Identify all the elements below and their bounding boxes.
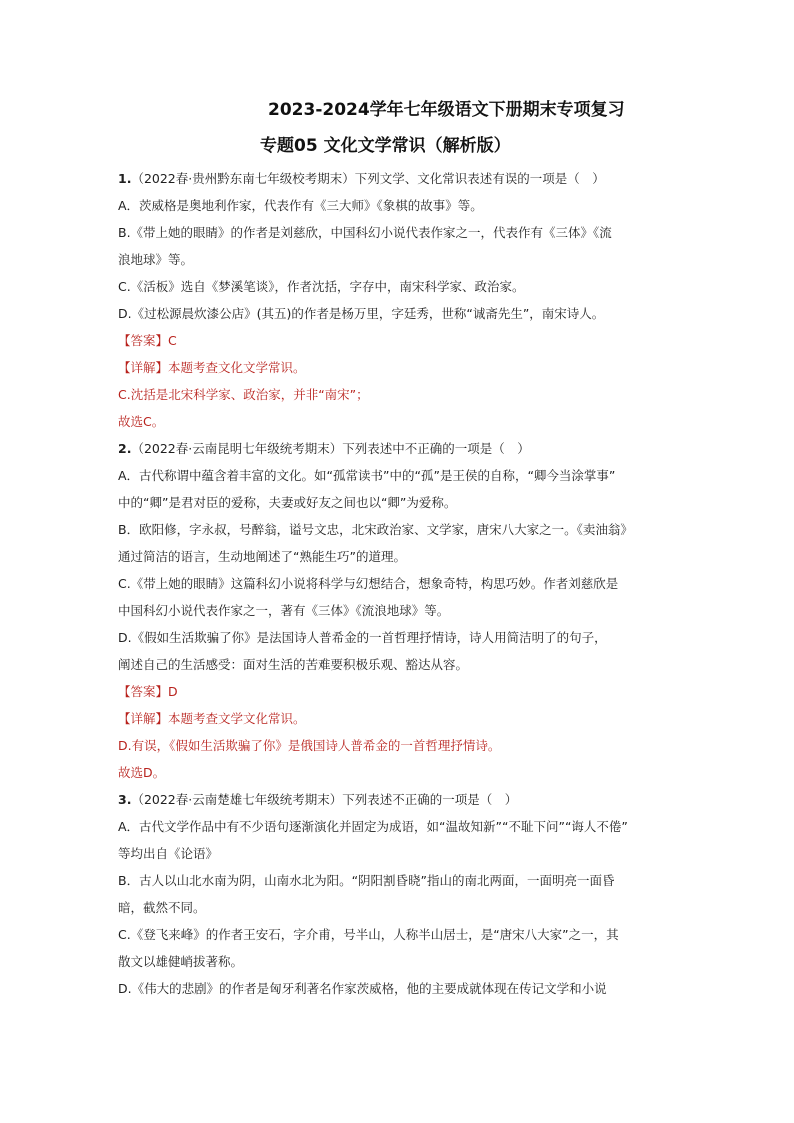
question-3-option-d: D.《伟大的悲剧》的作者是匈牙利著名作家茨威格，他的主要成就体现在传记文学和小说 (118, 981, 607, 996)
question-number: 1. (118, 171, 132, 186)
question-2-option-b: B．欧阳修，字永叔，号醉翁，谥号文忠，北宋政治家、文学家，唐宋八大家之一。《卖油翁》 (118, 522, 633, 537)
question-2-stem (118, 440, 530, 458)
question-text: （2022春·云南昆明七年级统考期末）下列表述中不正确的一项是（ ） (131, 441, 530, 456)
question-1-conclusion: 故选C。 (118, 414, 165, 429)
question-2-detail: 【详解】本题考查文学文化常识。 (118, 711, 306, 726)
question-1-stem (118, 170, 605, 188)
question-3-option-a: A．古代文学作品中有不少语句逐渐演化并固定为成语，如“温故知新”“不耻下问”“诲人不倦” (118, 819, 628, 834)
question-number: 2. (118, 441, 132, 456)
question-2-explanation: D.有误，《假如生活欺骗了你》是俄国诗人普希金的一首哲理抒情诗。 (118, 738, 501, 753)
document-subtitle: 专题05 文化文学常识（解析版） (260, 136, 511, 156)
question-number: 3. (118, 792, 132, 807)
question-1-option-d: D.《过松源晨炊漆公店》(其五)的作者是杨万里，字廷秀，世称“诚斋先生”，南宋诗人。 (118, 306, 605, 321)
question-2-option-a-cont: 中的“卿”是君对臣的爱称，夫妻或好友之间也以“卿”为爱称。 (118, 495, 457, 510)
question-2-conclusion: 故选D。 (118, 765, 166, 780)
question-2-option-b-cont: 通过简洁的语言，生动地阐述了“熟能生巧”的道理。 (118, 549, 406, 564)
question-3-option-a-cont: 等均出自《论语》 (118, 846, 219, 861)
question-1-explanation: C.沈括是北宋科学家、政治家，并非“南宋”； (118, 387, 369, 402)
question-1-option-b-cont: 浪地球》等。 (118, 252, 194, 267)
question-text: （2022春·贵州黔东南七年级校考期末）下列文学、文化常识表述有误的一项是（ ） (131, 171, 605, 186)
question-2-option-c-cont: 中国科幻小说代表作家之一，著有《三体》《流浪地球》等。 (118, 603, 450, 618)
question-2-option-d-cont: 阐述自己的生活感受：面对生活的苦难要积极乐观、豁达从容。 (118, 657, 469, 672)
question-3-option-c: C.《登飞来峰》的作者王安石，字介甫，号半山，人称半山居士，是“唐宋八大家”之一，其 (118, 927, 619, 942)
question-3-option-b: B．古人以山北水南为阴，山南水北为阳。“阴阳割昏晓”指山的南北两面，一面明亮一面昏 (118, 873, 615, 888)
question-3-option-b-cont: 暗，截然不同。 (118, 900, 206, 915)
question-1-option-a: A．茨威格是奥地利作家，代表作有《三大师》《象棋的故事》等。 (118, 198, 483, 213)
document-title: 2023-2024学年七年级语文下册期末专项复习 (268, 100, 625, 120)
question-1-option-c: C.《活板》选自《梦溪笔谈》，作者沈括，字存中，南宋科学家、政治家。 (118, 279, 525, 294)
question-2-answer: 【答案】D (118, 684, 178, 699)
question-2-option-d: D.《假如生活欺骗了你》是法国诗人普希金的一首哲理抒情诗，诗人用简洁明了的句子， (118, 630, 607, 645)
question-1-option-b: B.《带上她的眼睛》的作者是刘慈欣，中国科幻小说代表作家之一，代表作有《三体》《流 (118, 225, 612, 240)
question-1-answer: 【答案】C (118, 333, 177, 348)
question-2-option-c: C.《带上她的眼睛》这篇科幻小说将科学与幻想结合，想象奇特，构思巧妙。作者刘慈欣是 (118, 576, 619, 591)
question-text: （2022春·云南楚雄七年级统考期末）下列表述不正确的一项是（ ） (131, 792, 518, 807)
question-1-detail: 【详解】本题考查文化文学常识。 (118, 360, 306, 375)
question-3-option-c-cont: 散文以雄健峭拔著称。 (118, 954, 244, 969)
question-3-stem (118, 791, 517, 809)
question-2-option-a: A．古代称谓中蕴含着丰富的文化。如“孤常读书”中的“孤”是王侯的自称，“卿今当涂掌事” (118, 468, 616, 483)
